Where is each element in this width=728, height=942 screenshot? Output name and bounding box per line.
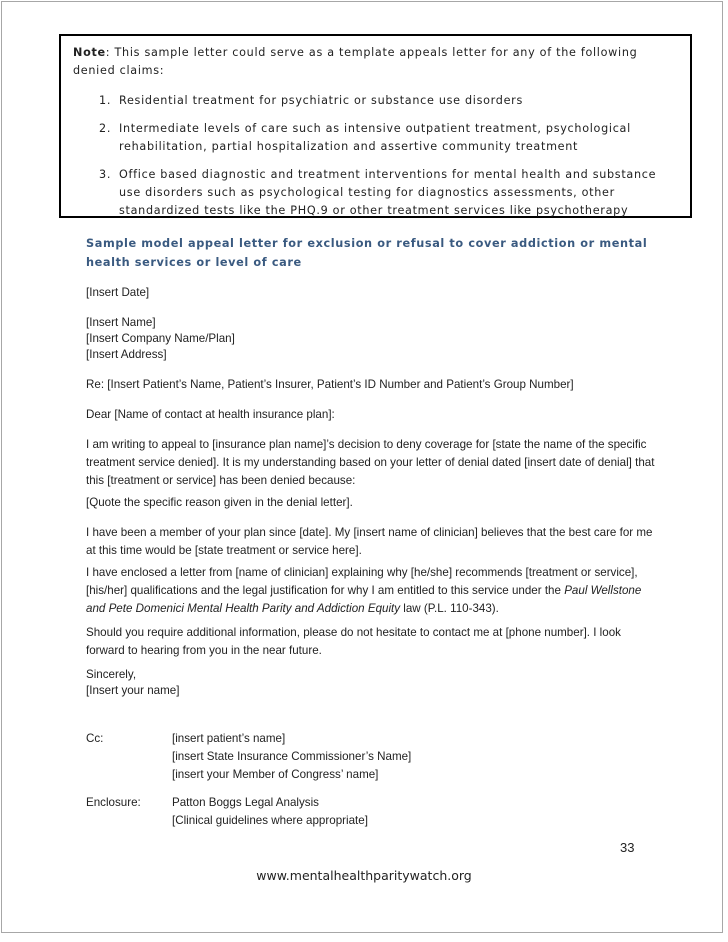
- letter-paragraph-4: [86, 564, 661, 618]
- note-intro-text: : This sample letter could serve as a template appeals letter for any of the following denied claims:: [73, 46, 638, 77]
- letter-heading: Sample model appeal letter for exclusion or refusal to cover addiction or mental health services or level of care: [86, 237, 648, 269]
- note-box: [59, 34, 692, 218]
- list-item-text: Intermediate levels of care such as intensive outpatient treatment, psychological rehabilitation, partial hospitalization and assertive community treatment: [119, 122, 631, 153]
- page-number: 33: [620, 840, 635, 855]
- paragraph-4-text: I have enclosed a letter from [name of clinician] explaining why [he/she] recommends [treatment or service], [his/her] qualifications and the legal justification for why I am entitled to this service under the: [86, 566, 638, 597]
- law-name: Paul Wellstone and Pete Domenici Mental Health Parity and Addiction Equity: [86, 584, 642, 615]
- list-number: 3.: [99, 168, 112, 181]
- letter-paragraph-1: I am writing to appeal to [insurance plan name]’s decision to deny coverage for [state the name of the specific treatment service denied]. It is my understanding based on your letter of denial dated [insert date of denial] that this [treatment or service] has been denied because:: [86, 438, 655, 487]
- note-label: Note: [73, 46, 106, 59]
- letter-recipient-address: [Insert Address]: [86, 348, 167, 361]
- enclosure-values: [172, 794, 368, 830]
- letter-signature: [Insert your name]: [86, 684, 180, 697]
- list-number: 2.: [99, 122, 112, 135]
- footer-url: www.mentalhealthparitywatch.org: [256, 868, 472, 883]
- cc-value: [insert your Member of Congress’ name]: [172, 768, 379, 781]
- letter-re-line: Re: [Insert Patient’s Name, Patient’s Insurer, Patient’s ID Number and Patient’s Group Number]: [86, 378, 574, 391]
- cc-value: [insert State Insurance Commissioner’s Name]: [172, 750, 412, 763]
- list-number: 1.: [99, 94, 112, 107]
- note-list: [73, 92, 680, 220]
- note-intro: [73, 44, 680, 80]
- enclosure-value: [Clinical guidelines where appropriate]: [172, 814, 368, 827]
- letter-paragraph-5: Should you require additional information, please do not hesitate to contact me at [phone number]. I look forward to hearing from you in the near future.: [86, 626, 621, 657]
- letter-closing: Sincerely,: [86, 668, 137, 681]
- letter-paragraph-3: I have been a member of your plan since [date]. My [insert name of clinician] believes that the best care for me at this time would be [state treatment or service here].: [86, 526, 653, 557]
- cc-value: [insert patient’s name]: [172, 732, 286, 745]
- list-item-text: Residential treatment for psychiatric or substance use disorders: [119, 94, 523, 107]
- letter-recipient-name: [Insert Name]: [86, 316, 156, 329]
- cc-label: Cc:: [86, 732, 104, 745]
- cc-values: [172, 730, 411, 784]
- list-item-text: Office based diagnostic and treatment interventions for mental health and substance use disorders such as psychological testing for diagnostics assessments, other standardized tests like the PHQ.9 or other treatment services like psychotherapy: [119, 168, 657, 217]
- note-list-item: [73, 166, 680, 220]
- letter-paragraph-2: [Quote the specific reason given in the denial letter].: [86, 496, 353, 509]
- note-list-item: [73, 92, 680, 110]
- enclosure-label: Enclosure:: [86, 796, 141, 809]
- letter-date: [Insert Date]: [86, 286, 150, 299]
- paragraph-4-end: law (P.L. 110-343).: [400, 602, 499, 615]
- letter-salutation: Dear [Name of contact at health insurance plan]:: [86, 408, 335, 421]
- note-list-item: [73, 120, 680, 156]
- enclosure-value: Patton Boggs Legal Analysis: [172, 796, 319, 809]
- letter-recipient-company: [Insert Company Name/Plan]: [86, 332, 235, 345]
